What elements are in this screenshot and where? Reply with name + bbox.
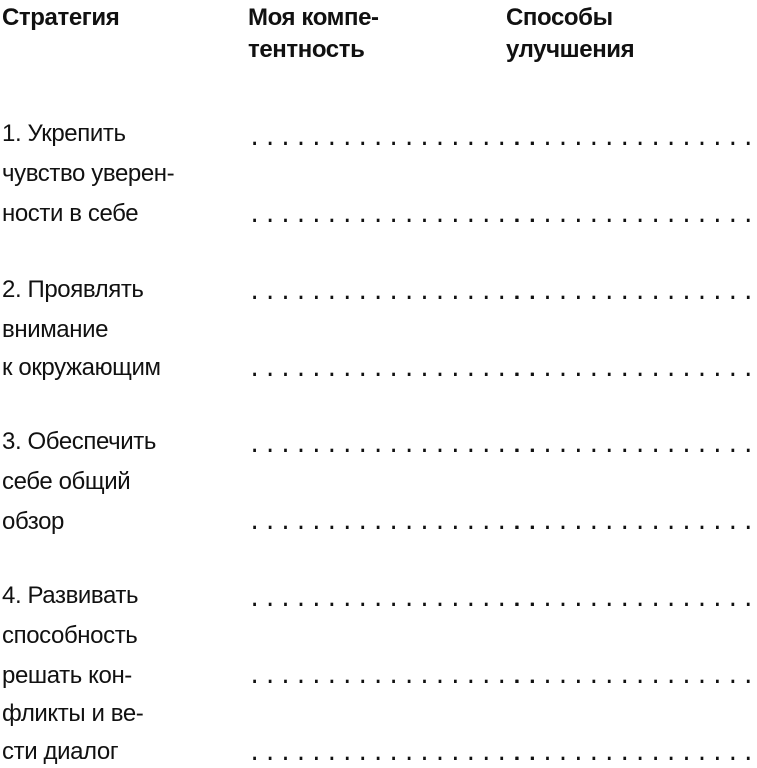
strategy-4-line: 4. Развивать xyxy=(2,582,139,609)
strategy-4-line: решать кон- xyxy=(2,662,132,689)
strategy-3-line: себе общий xyxy=(2,468,131,495)
strategy-3-line: 3. Обеспечить xyxy=(2,428,156,455)
strategy-4-line: способность xyxy=(2,622,138,649)
strategy-1-line: чувство уверен- xyxy=(2,160,175,187)
competence-blank-line[interactable]: ................... xyxy=(248,510,542,535)
improvement-blank-line[interactable]: ................ xyxy=(510,280,757,305)
competence-blank-line[interactable]: ................... xyxy=(248,587,542,612)
header-strategy xyxy=(2,2,119,34)
strategy-3-line: обзор xyxy=(2,508,64,535)
header-strategy-line: Стратегия xyxy=(2,4,120,31)
improvement-blank-line[interactable]: ................ xyxy=(510,357,757,382)
header-competence-line: тентность xyxy=(248,36,365,63)
competence-blank-line[interactable]: ................... xyxy=(248,203,542,228)
competence-blank-line[interactable]: ................... xyxy=(248,433,542,458)
competence-blank-line[interactable]: ................... xyxy=(248,280,542,305)
header-competence xyxy=(248,2,379,66)
header-improvement-line: улучшения xyxy=(506,36,635,63)
improvement-blank-line[interactable]: ................ xyxy=(510,433,757,458)
improvement-blank-line[interactable]: ................ xyxy=(510,741,757,766)
header-improvement-line: Способы xyxy=(506,4,613,31)
header-improvement xyxy=(506,2,634,66)
strategy-2-line: к окружающим xyxy=(2,354,161,381)
header-competence-line: Моя компе- xyxy=(248,4,379,31)
improvement-blank-line[interactable]: ................ xyxy=(510,587,757,612)
improvement-blank-line[interactable]: ................ xyxy=(510,510,757,535)
improvement-blank-line[interactable]: ................ xyxy=(510,126,757,151)
strategy-4-line: сти диалог xyxy=(2,738,119,765)
improvement-blank-line[interactable]: ................ xyxy=(510,203,757,228)
competence-blank-line[interactable]: ................... xyxy=(248,126,542,151)
strategy-2-line: внимание xyxy=(2,316,109,343)
strategy-1-line: ности в себе xyxy=(2,200,139,227)
improvement-blank-line[interactable]: ................ xyxy=(510,664,757,689)
competence-blank-line[interactable]: ................... xyxy=(248,357,542,382)
strategy-2-line: 2. Проявлять xyxy=(2,276,144,303)
competence-blank-line[interactable]: ................... xyxy=(248,741,542,766)
competence-blank-line[interactable]: ................... xyxy=(248,664,542,689)
strategy-4-line: фликты и ве- xyxy=(2,700,144,727)
strategy-1-line: 1. Укрепить xyxy=(2,120,126,147)
